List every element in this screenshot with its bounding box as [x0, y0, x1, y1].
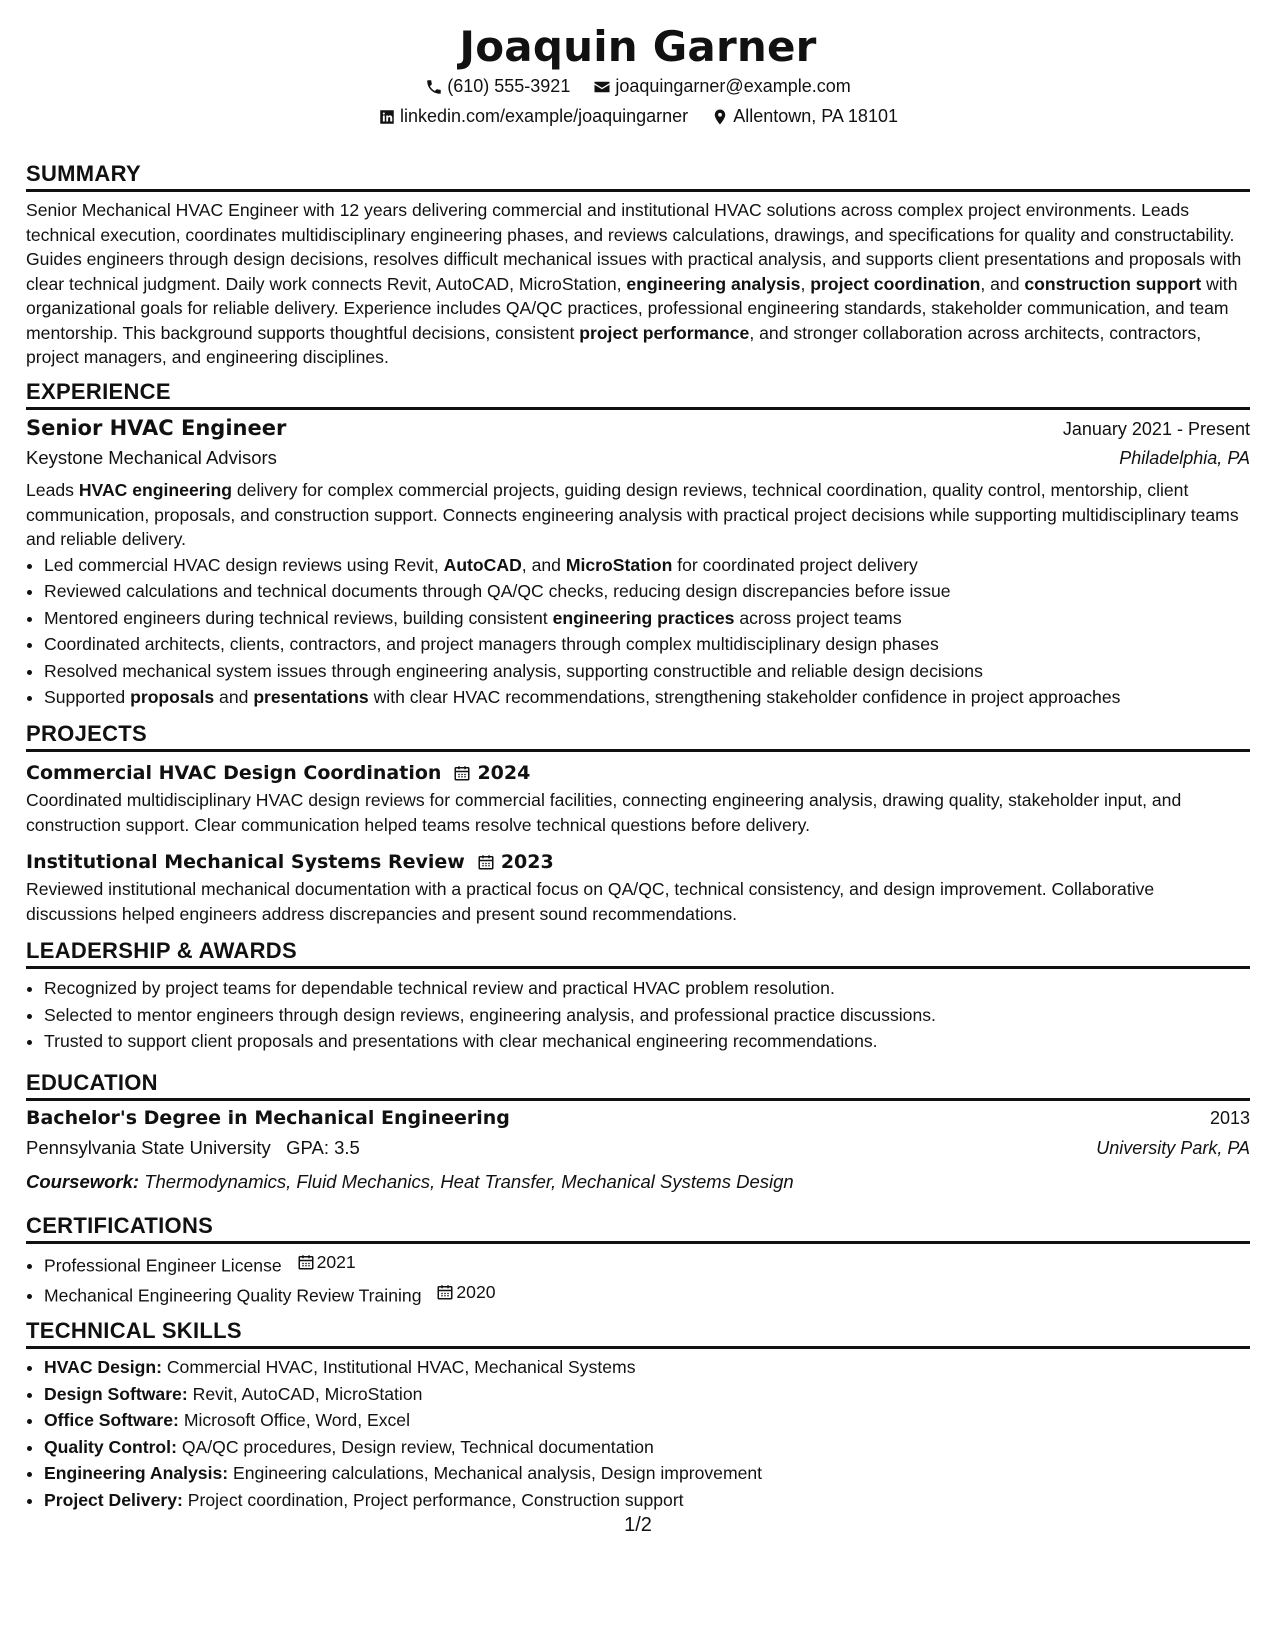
section-title: CERTIFICATIONS [26, 1213, 1250, 1244]
leadership-section [26, 938, 1250, 1055]
project-description: Reviewed institutional mechanical documentation with a practical focus on QA/QC, technical consistency, and design improvement. Collaborative discussions helped engineers address discrepancies and present sound recommendations. [26, 879, 1155, 924]
job-title: Senior HVAC Engineer [26, 416, 287, 440]
email-contact[interactable] [593, 76, 850, 97]
school-location: University Park, PA [1096, 1138, 1250, 1158]
list-item: • Reviewed calculations and technical documents through QA/QC checks, reducing design discrepancies before issue [44, 578, 1250, 605]
education-section [26, 1070, 1250, 1197]
list-item: • Recognized by project teams for dependable technical review and practical HVAC problem resolution. [44, 975, 1250, 1002]
summary-section [26, 161, 1250, 370]
contact-line-2 [26, 106, 1250, 131]
list-item: • Mentored engineers during technical reviews, building consistent engineering practices across project teams [44, 605, 1250, 632]
leadership-list [26, 975, 1250, 1055]
project-name: Institutional Mechanical Systems Review [26, 851, 465, 873]
contact-line-1 [26, 76, 1250, 101]
education-header [26, 1107, 1250, 1137]
page-number: 1/2 [624, 1514, 652, 1536]
job-bullets [26, 552, 1250, 711]
projects-section [26, 721, 1250, 926]
calendar-icon [297, 1253, 315, 1271]
location-text: Allentown, PA 18101 [733, 106, 898, 126]
job-header [26, 416, 1250, 447]
certification-year: 2020 [456, 1281, 496, 1302]
summary-text: Senior Mechanical HVAC Engineer with 12 years delivering commercial and institutional HVAC solutions across complex project environments. Leads technical execution, coordinates multidisciplinary engineering phases, and reviews calculations, drawings, and specifications for quality and constructability. Guides engineers through design decisions, resolves difficult mechanical issues with practical analysis, and supports client presentations and proposals with clear technical judgment. Daily work connects Revit, AutoCAD, MicroStation, engineering analysis, project coordination, and construction support with organizational goals for reliable delivery. Experience includes QA/QC practices, professional engineering standards, stakeholder communication, and team mentorship. This background supports thoughtful decisions, consistent project performance, and stronger collaboration across architects, contractors, project managers, and engineering disciplines. [26, 200, 1242, 367]
skills-section [26, 1318, 1250, 1513]
certification-year: 2021 [316, 1252, 356, 1272]
linkedin-contact[interactable] [378, 106, 688, 127]
email-text: joaquingarner@example.com [615, 76, 851, 96]
section-title: TECHNICAL SKILLS [26, 1318, 1250, 1349]
project-name: Commercial HVAC Design Coordination [26, 762, 442, 784]
location-contact [711, 106, 898, 127]
project-title [26, 760, 1250, 786]
job-intro: Leads HVAC engineering delivery for complex commercial projects, guiding design reviews, technical coordination, quality control, mentorship, client communication, proposals, and construction support. Connects engineering analysis with practical project decisions while supporting multidisciplinary teams and reliable delivery. [26, 480, 1239, 549]
list-item [44, 1279, 1250, 1309]
certification-name: Mechanical Engineering Quality Review Training [44, 1285, 422, 1305]
graduation-year: 2013 [1209, 1108, 1250, 1128]
section-title: EDUCATION [26, 1070, 1250, 1101]
list-item: • Selected to mentor engineers through design reviews, engineering analysis, and professional practice discussions. [44, 1002, 1250, 1029]
calendar-icon [453, 764, 471, 782]
project-year: 2023 [500, 851, 554, 873]
job-dates: January 2021 - Present [1062, 419, 1250, 439]
phone-icon [425, 78, 443, 96]
list-item: • Design Software: Revit, AutoCAD, MicroStation [44, 1381, 1250, 1408]
gpa: GPA: 3.5 [286, 1137, 360, 1158]
coursework: Coursework: Thermodynamics, Fluid Mechanics, Heat Transfer, Mechanical Systems Design [26, 1171, 794, 1192]
phone-text: (610) 555-3921 [447, 76, 571, 96]
certifications-list [26, 1249, 1250, 1309]
candidate-name: Joaquin Garner [459, 22, 817, 71]
project-description: Coordinated multidisciplinary HVAC design reviews for commercial facilities, connecting engineering analysis, drawing quality, stakeholder input, and construction support. Clear communication helped teams resolve technical questions before delivery. [26, 790, 1182, 835]
section-title: EXPERIENCE [26, 379, 1250, 410]
skills-list [26, 1354, 1250, 1513]
certifications-section [26, 1213, 1250, 1309]
certification-name: Professional Engineer License [44, 1255, 282, 1276]
list-item: • Quality Control: QA/QC procedures, Design review, Technical documentation [44, 1434, 1250, 1461]
phone-contact[interactable] [425, 76, 570, 97]
job-subheader [26, 447, 1250, 478]
job-location: Philadelphia, PA [1119, 448, 1250, 468]
linkedin-text: linkedin.com/example/joaquingarner [400, 106, 689, 126]
list-item [44, 1249, 1250, 1279]
list-item: • HVAC Design: Commercial HVAC, Institutional HVAC, Mechanical Systems [44, 1354, 1250, 1381]
linkedin-icon [378, 108, 396, 126]
section-title: SUMMARY [26, 161, 1250, 192]
section-title: LEADERSHIP & AWARDS [26, 938, 1250, 969]
list-item: • Trusted to support client proposals and presentations with clear mechanical engineering recommendations. [44, 1028, 1250, 1055]
company-name: Keystone Mechanical Advisors [26, 447, 277, 468]
project-title [26, 849, 1250, 875]
list-item: • Project Delivery: Project coordination, Project performance, Construction support [44, 1487, 1250, 1514]
education-subheader [26, 1137, 1250, 1167]
list-item: • Office Software: Microsoft Office, Word, Excel [44, 1407, 1250, 1434]
resume-page [26, 0, 1250, 1650]
envelope-icon [593, 78, 611, 96]
list-item: • Coordinated architects, clients, contractors, and project managers through complex multidisciplinary design phases [44, 631, 1250, 658]
calendar-icon [477, 853, 495, 871]
degree-name: Bachelor's Degree in Mechanical Engineering [26, 1107, 510, 1129]
list-item: • Led commercial HVAC design reviews using Revit, AutoCAD, and MicroStation for coordinated project delivery [44, 552, 1250, 579]
map-pin-icon [711, 108, 729, 126]
list-item: • Resolved mechanical system issues through engineering analysis, supporting constructible and reliable design decisions [44, 658, 1250, 685]
section-title: PROJECTS [26, 721, 1250, 752]
calendar-icon [436, 1283, 454, 1301]
list-item: • Engineering Analysis: Engineering calculations, Mechanical analysis, Design improvement [44, 1460, 1250, 1487]
project-year: 2024 [477, 762, 531, 784]
school-name: Pennsylvania State University [26, 1137, 271, 1158]
list-item: • Supported proposals and presentations with clear HVAC recommendations, strengthening stakeholder confidence in project approaches [44, 684, 1250, 711]
experience-section [26, 379, 1250, 711]
